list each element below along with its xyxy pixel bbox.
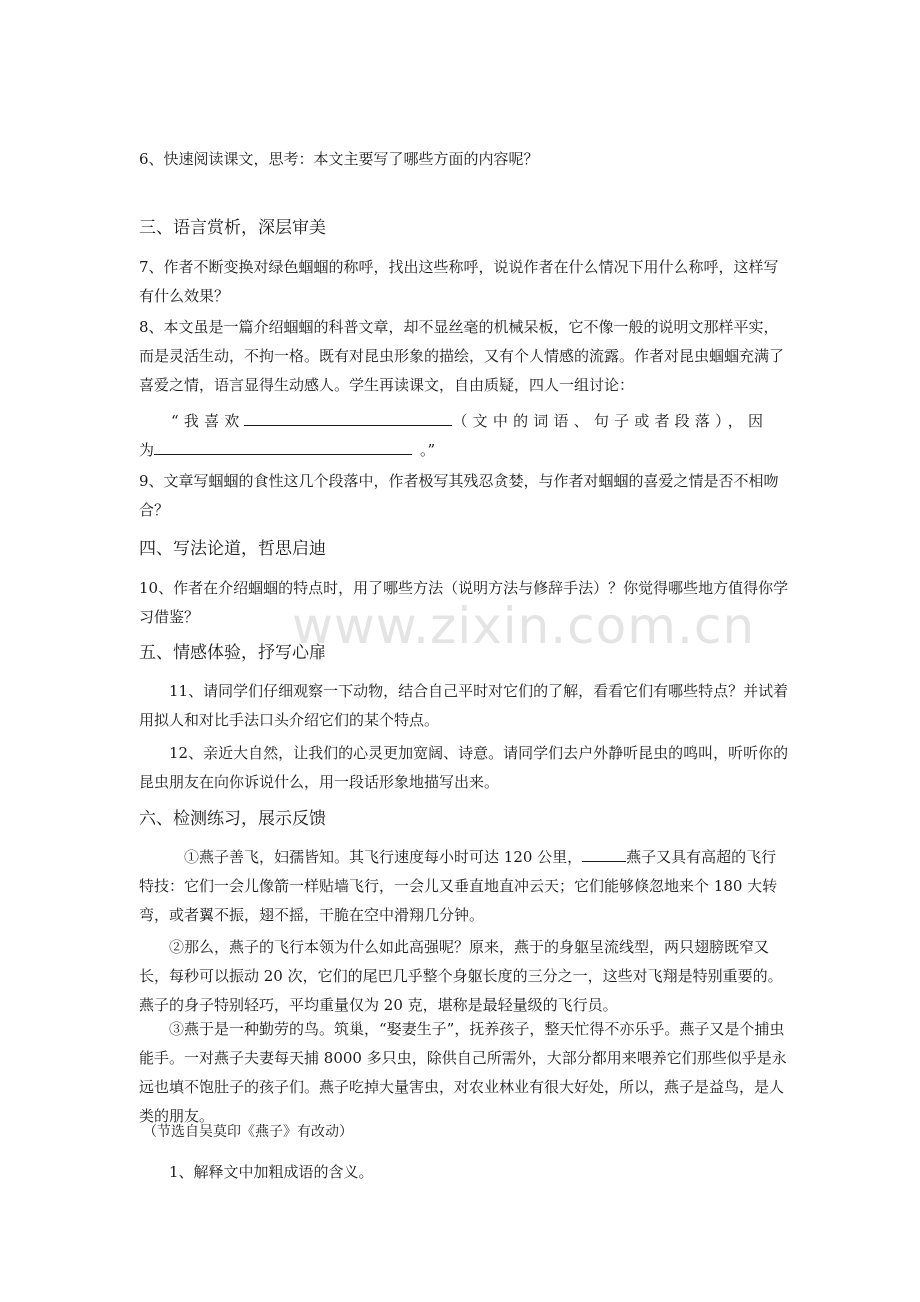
- exercise-question-1: 1、解释文中加粗成语的含义。: [169, 1163, 374, 1181]
- fill-part-1: “我喜欢: [171, 412, 245, 430]
- fill-part-4: 。”: [420, 441, 436, 459]
- section-heading-6: 六、检测练习，展示反馈: [139, 809, 326, 829]
- paragraph-1-blank: [582, 845, 626, 862]
- fill-part-3: 为: [139, 441, 155, 459]
- watermark: www.zixin.com.cn: [292, 597, 756, 655]
- question-10: 10、作者在介绍蝈蝈的特点时，用了哪些方法（说明方法与修辞手法）？你觉得哪些地方值得你学习借鉴？: [139, 579, 789, 626]
- question-8-fill-blank: [139, 407, 789, 465]
- fill-part-2: （文中的词语、句子或者段落），因: [452, 412, 769, 430]
- question-9: 9、文章写蝈蝈的食性这几个段落中，作者极写其残忍贪婪，与作者对蝈蝈的喜爱之情是否不相吻合？: [139, 472, 779, 519]
- question-7: 7、作者不断变换对绿色蝈蝈的称呼，找出这些称呼，说说作者在什么情况下用什么称呼，这样写有什么效果？: [139, 258, 779, 305]
- question-6: 6、快速阅读课文，思考：本文主要写了哪些方面的内容呢？: [139, 150, 539, 168]
- passage-paragraph-2: ②那么，燕子的飞行本领为什么如此高强呢？原来，燕于的身躯呈流线型，两只翅膀既窄又长，每秒可以振动 20 次，它们的尾巴几乎整个身躯长度的三分之一，这些对飞翔是特别重要的。燕子的身子特别轻巧，平均重量仅为 20 克，堪称是最轻量级的飞行员。: [139, 938, 783, 1014]
- fill-blank-line-2: [154, 438, 412, 455]
- passage-source: （节选自吴莫印《燕子》有改动）: [143, 1124, 353, 1140]
- section-heading-4: 四、写法论道，哲思启迪: [139, 539, 326, 559]
- passage-paragraph-3: ③燕于是一种勤劳的鸟。筑巢，“娶妻生子”，抚养孩子，整天忙得不亦乐乎。燕子又是个捕虫能手。一对燕子夫妻每天捕 8000 多只虫，除供自己所需外，大部分都用来喂养它们那些似乎是永远也填不饱肚子的孩子们。燕子吃掉大量害虫，对农业林业有很大好处，所以，燕子是益鸟，是人类的朋友。: [139, 1020, 787, 1125]
- fill-blank-line-1: [244, 409, 452, 426]
- section-heading-5: 五、情感体验，抒写心扉: [139, 643, 326, 663]
- paragraph-1-part-a: ①燕子善飞，妇孺皆知。其飞行速度每小时可达 120 公里，: [184, 848, 583, 866]
- passage-paragraph-1: [139, 843, 789, 930]
- question-12: 12、亲近大自然，让我们的心灵更加宽阔、诗意。请同学们去户外静听昆虫的鸣叫，听听你的昆虫朋友在向你诉说什么，用一段话形象地描写出来。: [139, 744, 789, 791]
- section-heading-3: 三、语言赏析，深层审美: [139, 218, 326, 238]
- paragraph-1-part-b: 燕子又具有高超的飞行特技：它们一会儿像箭一样贴墙飞行，一会儿又垂直地直冲云天；它们能够倏忽地来个 180 大转弯，或者翼不振，翅不摇，干脆在空中滑翔几分钟。: [139, 848, 778, 924]
- question-11: 11、请同学们仔细观察一下动物，结合自己平时对它们的了解，看看它们有哪些特点？并试着用拟人和对比手法口头介绍它们的某个特点。: [139, 682, 789, 729]
- question-8: 8、本文虽是一篇介绍蝈蝈的科普文章，却不显丝毫的机械呆板，它不像一般的说明文那样平实，而是灵活生动，不拘一格。既有对昆虫形象的描绘，又有个人情感的流露。作者对昆虫蝈蝈充满了喜爱之情，语言显得生动感人。学生再读课文，自由质疑，四人一组讨论：: [139, 318, 785, 394]
